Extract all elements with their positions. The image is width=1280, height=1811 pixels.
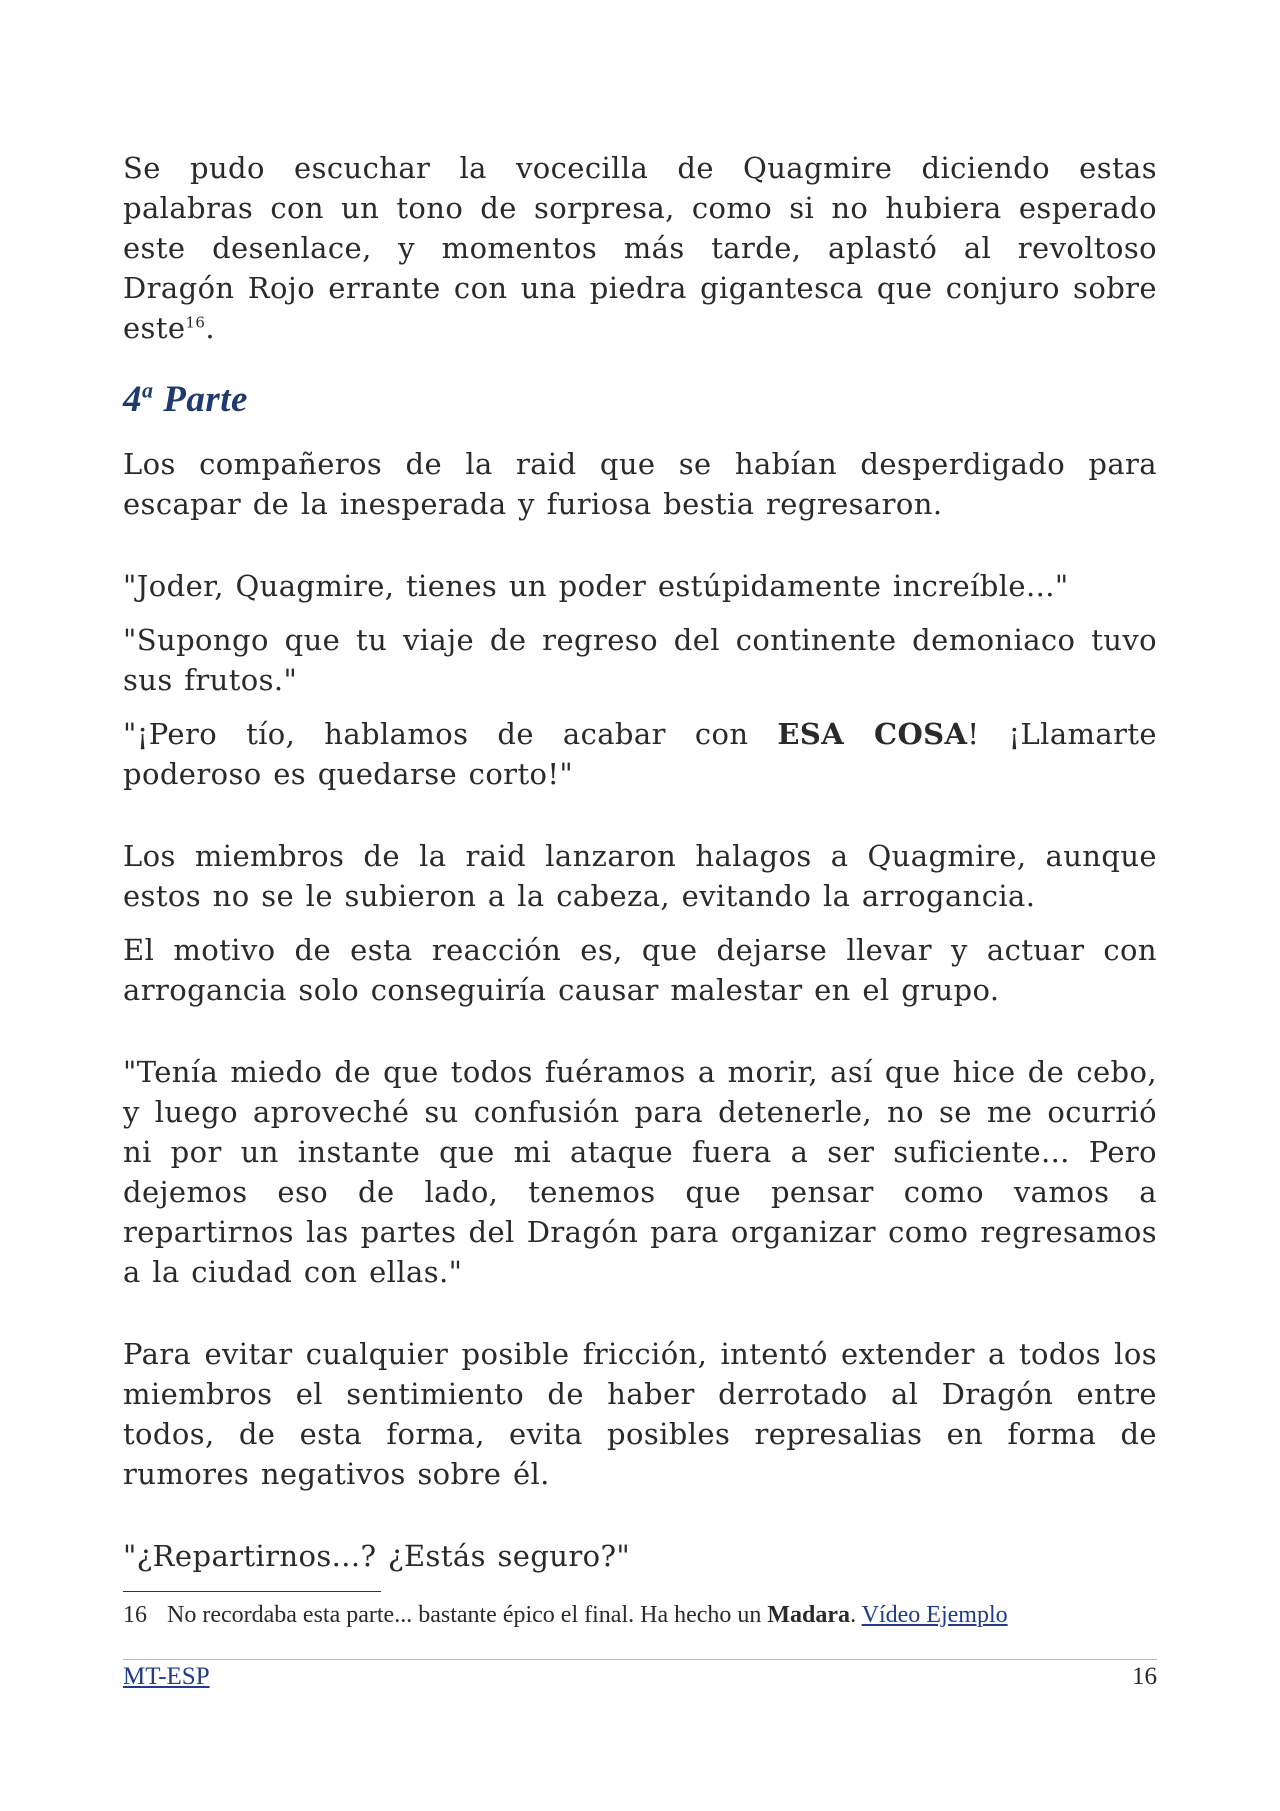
dialogue-text: ! ¡Llamarte poderoso es quedarse corto!" [123,717,1157,791]
dialogue-line: "Joder, Quagmire, tienes un poder estúpidamente increíble..." [123,569,1069,603]
dialogue-line: "Supongo que tu viaje de regreso del continente demoniaco tuvo sus frutos." [123,623,1157,697]
footer-separator [123,1659,1157,1660]
paragraph-quagmire-surprise [123,148,1157,348]
section-title: Parte [153,379,248,420]
emphasis-text: ESA COSA [777,717,968,751]
footer-site-link[interactable]: MT-ESP [123,1663,210,1690]
footnote-number: 16 [123,1602,147,1628]
paragraph-avoid-friction: Para evitar cualquier posible fricción, intentó extender a todos los miembros el sentimiento de haber derrotado al Dragón entre todos, de esta forma, evita posibles represalias en forma de rumores negativos sobre él. [123,1337,1157,1491]
page-body [123,148,1157,1590]
footnote [123,1598,1157,1632]
dialogue-text: "¡Pero tío, hablamos de acabar con [123,717,778,751]
page-number: 16 [1132,1663,1157,1690]
paragraph-reason: El motivo de esta reacción es, que dejarse llevar y actuar con arrogancia solo conseguiría causar malestar en el grupo. [123,933,1157,1007]
dialogue-line: "¿Repartirnos...? ¿Estás seguro?" [123,1539,631,1573]
video-example-link[interactable]: Vídeo Ejemplo [861,1602,1008,1628]
section-heading [123,378,1157,422]
dialogue-line [123,714,1157,794]
paragraph-period: . [205,311,215,345]
footnote-separator [123,1591,381,1592]
footnote-text: No recordaba esta parte... bastante épico el final. Ha hecho un [167,1602,768,1628]
dialogue-line: "Tenía miedo de que todos fuéramos a morir, así que hice de cebo, y luego aproveché su confusión para detenerle, no se me ocurrió ni por un instante que mi ataque fuera a ser suficiente... Pero dejemos eso de lado, tenemos que pensar como vamos a repartirnos las partes del Dragón para organizar como regresamos a la ciudad con ellas." [123,1055,1157,1289]
paragraph-praise: Los miembros de la raid lanzaron halagos a Quagmire, aunque estos no se le subieron a la cabeza, evitando la arrogancia. [123,839,1157,913]
footnote-text-after: . [850,1602,862,1628]
section-ordinal: a [142,377,154,403]
footnote-reference[interactable]: 16 [185,313,206,332]
paragraph-text: Se pudo escuchar la vocecilla de Quagmire diciendo estas palabras con un tono de sorpresa, como si no hubiera esperado este desenlace, y momentos más tarde, aplastó al revoltoso Dragón Rojo errante con una piedra gigantesca que conjuro sobre este [123,151,1157,345]
footnote-bold-text: Madara [767,1602,851,1628]
paragraph-companions-return: Los compañeros de la raid que se habían desperdigado para escapar de la inesperada y furiosa bestia regresaron. [123,447,1157,521]
section-number: 4 [123,379,142,420]
